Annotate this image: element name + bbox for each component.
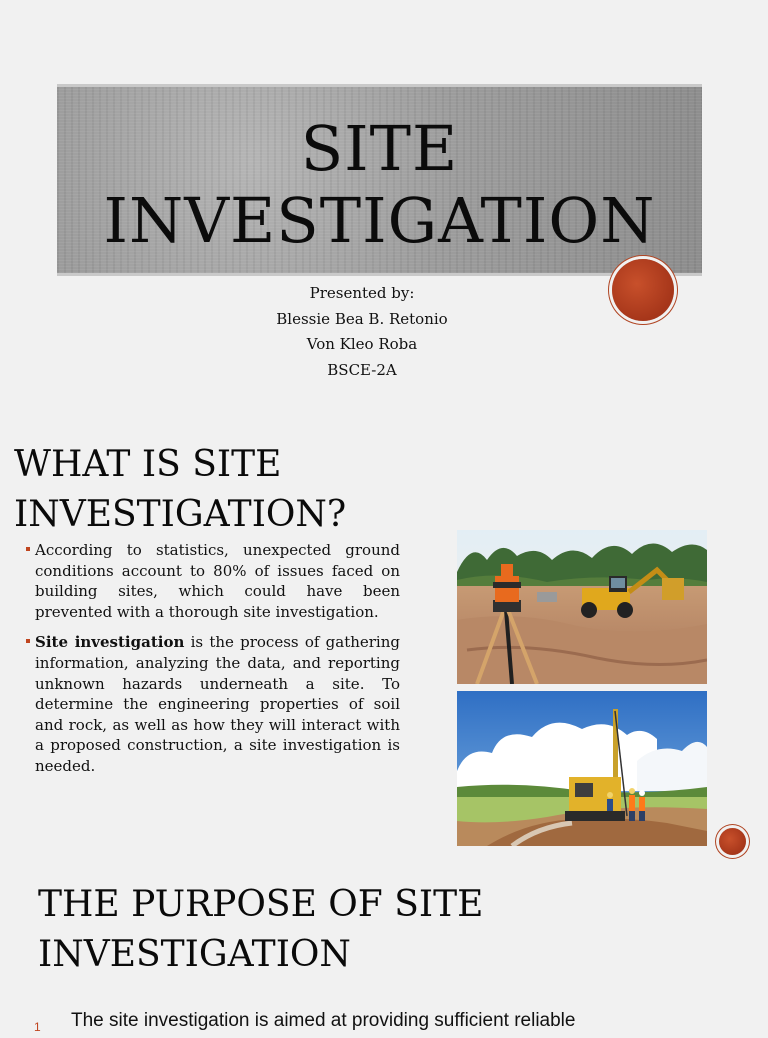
heading-line: THE PURPOSE OF SITE bbox=[38, 884, 484, 925]
bullet-item bbox=[26, 632, 400, 776]
bullet-text: is the process of gathering information, analyzing the data, and reporting unknown hazards underneath a site. To determine the engineering properties of soil and rock, as well as how they will interact with a proposed construction, a site investigation is needed. bbox=[35, 633, 400, 775]
title-banner bbox=[57, 84, 702, 276]
bullet-square-icon bbox=[26, 639, 30, 643]
heading-line: WHAT IS SITE bbox=[14, 444, 282, 485]
surveying-scene-image bbox=[457, 530, 707, 684]
slide-title bbox=[57, 113, 702, 257]
heading-line: INVESTIGATION bbox=[38, 934, 351, 975]
bullet-square-icon bbox=[26, 547, 30, 551]
presenters-block bbox=[0, 281, 724, 383]
title-line-1: SITE bbox=[300, 112, 459, 185]
drilling-scene-image bbox=[457, 691, 707, 846]
presenter-name: Von Kleo Roba bbox=[306, 335, 418, 353]
section-label: BSCE-2A bbox=[327, 360, 397, 379]
list-item-text: The site investigation is aimed at providing sufficient reliable bbox=[71, 1010, 576, 1031]
what-is-heading bbox=[14, 440, 444, 540]
bullet-text: According to statistics, unexpected ground conditions account to 80% of issues faced on building sites, which could have been prevented with a thorough site investigation. bbox=[35, 541, 400, 621]
presenter-name: Blessie Bea B. Retonio bbox=[276, 309, 448, 328]
accent-circle-decoration bbox=[719, 828, 746, 855]
presented-by-label: Presented by: bbox=[309, 284, 415, 302]
heading-line: INVESTIGATION? bbox=[14, 494, 347, 535]
definition-bullets bbox=[26, 540, 400, 787]
purpose-heading bbox=[38, 880, 688, 980]
bullet-item bbox=[26, 540, 400, 622]
title-line-2: INVESTIGATION bbox=[103, 184, 656, 257]
list-number: 1 bbox=[34, 1020, 41, 1034]
bullet-bold-term: Site investigation bbox=[35, 633, 185, 652]
drilling-rig-photo bbox=[457, 691, 707, 846]
surveying-site-photo bbox=[457, 530, 707, 684]
